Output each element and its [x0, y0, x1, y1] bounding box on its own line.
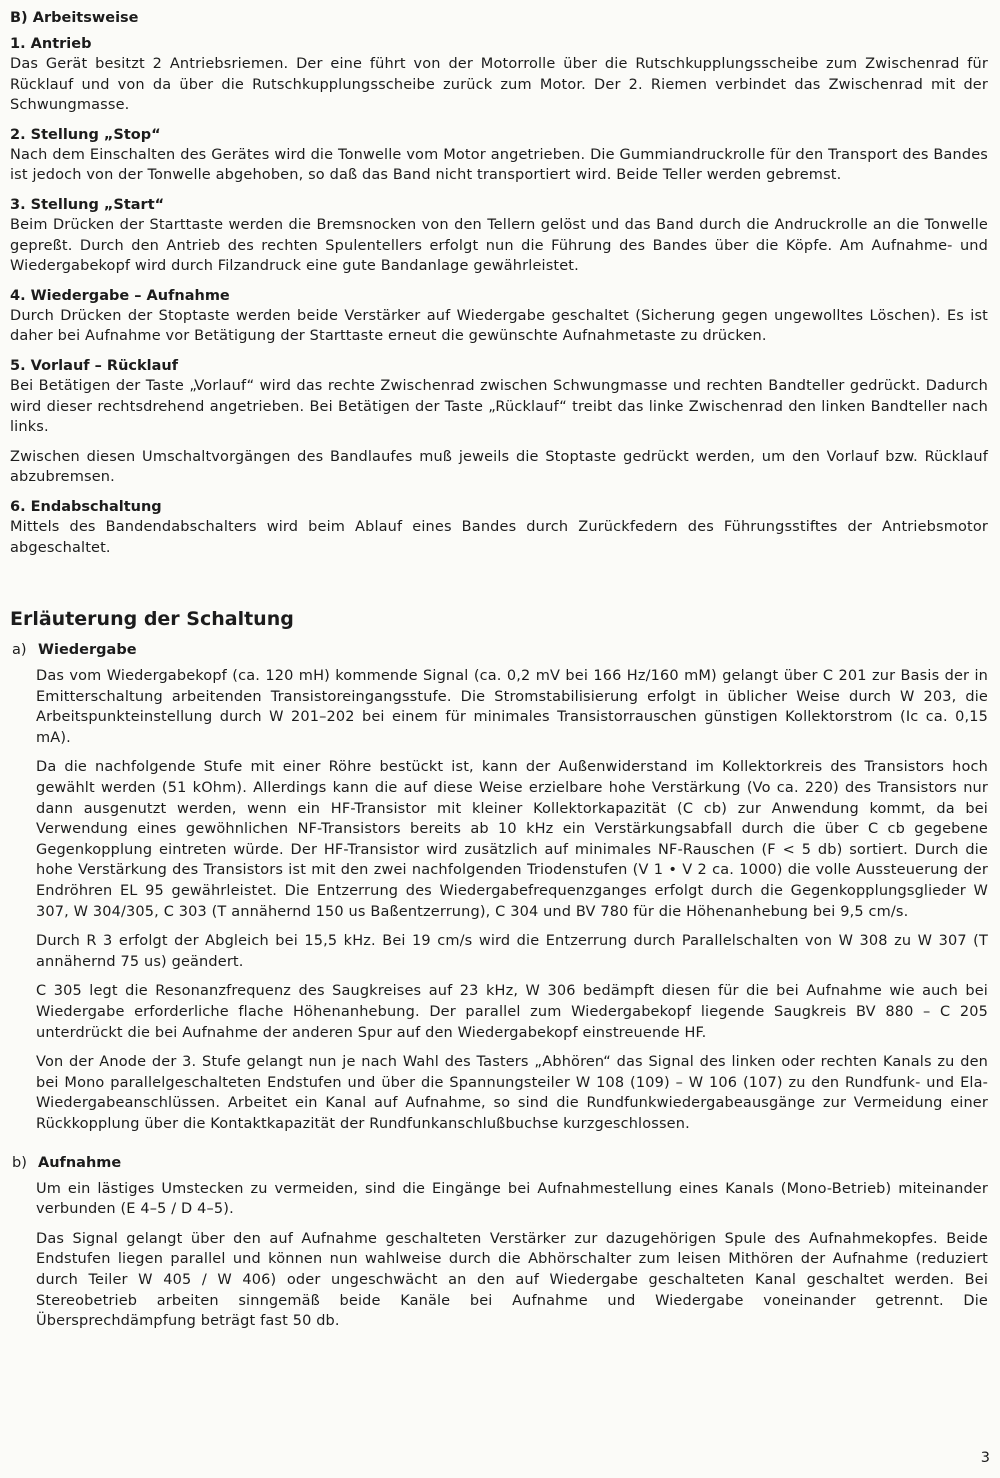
item-2-para: Nach dem Einschalten des Gerätes wird die Tonwelle vom Motor angetrieben. Die Gummiandruckrolle für den Transport des Bandes ist jedoch von der Tonwelle abgehoben, so daß das Band nicht transportiert wird. Beide Teller werden gebremst. — [10, 146, 988, 184]
subsection-a-label: a) — [12, 642, 27, 659]
document-page — [10, 8, 988, 1332]
item-5-para-2: Zwischen diesen Umschaltvorgängen des Bandlaufes muß jeweils die Stoptaste gedrückt werden, um den Vorlauf bzw. Rücklauf abzubremsen. — [10, 448, 988, 486]
explanation-heading: Erläuterung der Schaltung — [10, 608, 294, 631]
item-1-para: Das Gerät besitzt 2 Antriebsriemen. Der eine führt von der Motorrolle über die Rutschkupplungsscheibe zum Zwischenrad für Rücklauf und von da über die Rutschkupplungsscheibe zurück zum Motor. Der 2. Riemen verbindet das Zwischenrad mit der Schwungmasse. — [10, 56, 988, 114]
b-para-1: Um ein lästiges Umstecken zu vermeiden, sind die Eingänge bei Aufnahmestellung eines Kanals (Mono-Betrieb) miteinander verbunden (E 4–5 / D 4–5). — [36, 1180, 988, 1218]
subsection-a-title: Wiedergabe — [38, 642, 137, 659]
subsection-b-header — [10, 1153, 988, 1173]
item-2-title: 2. Stellung „Stop“ — [10, 126, 161, 143]
item-3-para: Beim Drücken der Starttaste werden die Bremsnocken von den Tellern gelöst und das Band durch die Andruckrolle an die Tonwelle gepreßt. Durch den Antrieb des rechten Spulentellers erfolgt nun die Führung des Bandes über die Köpfe. Am Aufnahme- und Wiedergabekopf wird durch Filzandruck eine gute Bandanlage gewährleistet. — [10, 216, 988, 275]
subsection-a-body — [36, 666, 988, 1134]
a-para-5: Von der Anode der 3. Stufe gelangt nun je nach Wahl des Tasters „Abhören“ das Signal des linken oder rechten Kanals zu den bei Mono parallelgeschalteten Endstufen und über die Spannungsteiler W 108 (109) – W 106 (107) zu den Rundfunk- und Ela-Wiedergabeanschlüssen. Arbeitet ein Kanal auf Aufnahme, so sind die Rundfunkwiedergabeausgänge zur Vermeidung einer Rückkopplung über die Kontaktkapazität der Rundfunkanschlußbuchse kurzgeschlossen. — [36, 1054, 988, 1132]
subsection-a-header — [10, 640, 988, 660]
section-b-heading: B) Arbeitsweise — [10, 10, 139, 26]
a-para-1: Das vom Wiedergabekopf (ca. 120 mH) kommende Signal (ca. 0,2 mV bei 166 Hz/160 mM) gelangt über C 201 zur Basis der in Emitterschaltung arbeitenden Transistoreingangsstufe. Die Stromstabilisierung erfolgt in üblicher Weise durch W 203, die Arbeitspunkteinstellung durch W 201–202 bei einem für minimales Transistorrauschen günstigen Kollektorstrom (Ic ca. 0,15 mA). — [36, 668, 988, 746]
a-para-2: Da die nachfolgende Stufe mit einer Röhre bestückt ist, kann der Außenwiderstand im Kollektorkreis des Transistors hoch gewählt werden (51 kOhm). Allerdings kann die auf diese Weise erzielbare hohe Verstärkung (Vo ca. 220) des Transistors nur dann ausgenutzt werden, wenn ein HF-Transistor mit kleiner Kollektorkapazität (C cb) zur Anwendung kommt, da bei Verwendung eines gewöhnlichen NF-Transistors bereits ab 10 kHz ein Verstärkungsabfall durch die über C cb gegebene Gegenkopplung eintreten würde. Der HF-Transistor wird zusätzlich auf minimales NF-Rauschen (F < 5 db) sortiert. Durch die hohe Verstärkung des Transistors ist mit den zwei nachfolgenden Triodenstufen (V 1 • V 2 ca. 1000) die volle Aussteuerung der Endröhren EL 95 gewährleistet. Die Entzerrung des Wiedergabefrequenzganges erfolgt durch die Gegenkopplungsglieder W 307, W 304/305, C 303 (T annähernd 150 us Baßentzerrung), C 304 und BV 780 für die Höhenanhebung bei 9,5 cm/s. — [36, 759, 988, 920]
item-5-para-1: Bei Betätigen der Taste „Vorlauf“ wird das rechte Zwischenrad zwischen Schwungmasse und rechten Bandteller gedrückt. Dadurch wird dieser rechtsdrehend angetrieben. Bei Betätigen der Taste „Rücklauf“ treibt das linke Zwischenrad den linken Bandteller nach links. — [10, 377, 988, 436]
item-3-title: 3. Stellung „Start“ — [10, 196, 165, 213]
a-para-4: C 305 legt die Resonanzfrequenz des Saugkreises auf 23 kHz, W 306 bedämpft diesen für die bei Aufnahme wie auch bei Wiedergabe erforderliche flache Höhenanhebung. Der parallel zum Wiedergabekopf liegende Saugkreis BV 880 – C 205 unterdrückt die bei Aufnahme der anderen Spur auf den Wiedergabekopf einstreuende HF. — [36, 983, 988, 1041]
item-5-title: 5. Vorlauf – Rücklauf — [10, 357, 179, 374]
page-number: 3 — [980, 1450, 990, 1466]
item-6-title: 6. Endabschaltung — [10, 498, 162, 515]
item-4-title: 4. Wiedergabe – Aufnahme — [10, 287, 230, 304]
subsection-b-title: Aufnahme — [38, 1154, 122, 1171]
subsection-b-body — [36, 1179, 988, 1332]
b-para-2: Das Signal gelangt über den auf Aufnahme geschalteten Verstärker zur dazugehörigen Spule des Aufnahmekopfes. Beide Endstufen liegen parallel und können nun wahlweise durch die Abhörschalter zum leisen Mithören der Aufnahme (reduziert durch Teiler W 405 / W 406) oder ungeschwächt an den auf Wiedergabe geschalteten Kanal geschaltet werden. Bei Stereobetrieb arbeiten sinngemäß beide Kanäle bei Aufnahme und Wiedergabe voneinander getrennt. Die Übersprechdämpfung beträgt fast 50 db. — [36, 1230, 988, 1330]
item-4-para: Durch Drücken der Stoptaste werden beide Verstärker auf Wiedergabe geschaltet (Sicherung gegen ungewolltes Löschen). Es ist daher bei Aufnahme vor Betätigung der Starttaste erneut die gewünschte Aufnahmetaste zu drücken. — [10, 307, 988, 345]
subsection-b-label: b) — [12, 1154, 27, 1171]
item-6-para: Mittels des Bandendabschalters wird beim Ablauf eines Bandes durch Zurückfedern des Führungsstiftes der Antriebsmotor abgeschaltet. — [10, 518, 988, 556]
a-para-3: Durch R 3 erfolgt der Abgleich bei 15,5 kHz. Bei 19 cm/s wird die Entzerrung durch Parallelschalten von W 308 zu W 307 (T annähernd 75 us) geändert. — [36, 933, 988, 970]
item-1-title: 1. Antrieb — [10, 36, 92, 52]
